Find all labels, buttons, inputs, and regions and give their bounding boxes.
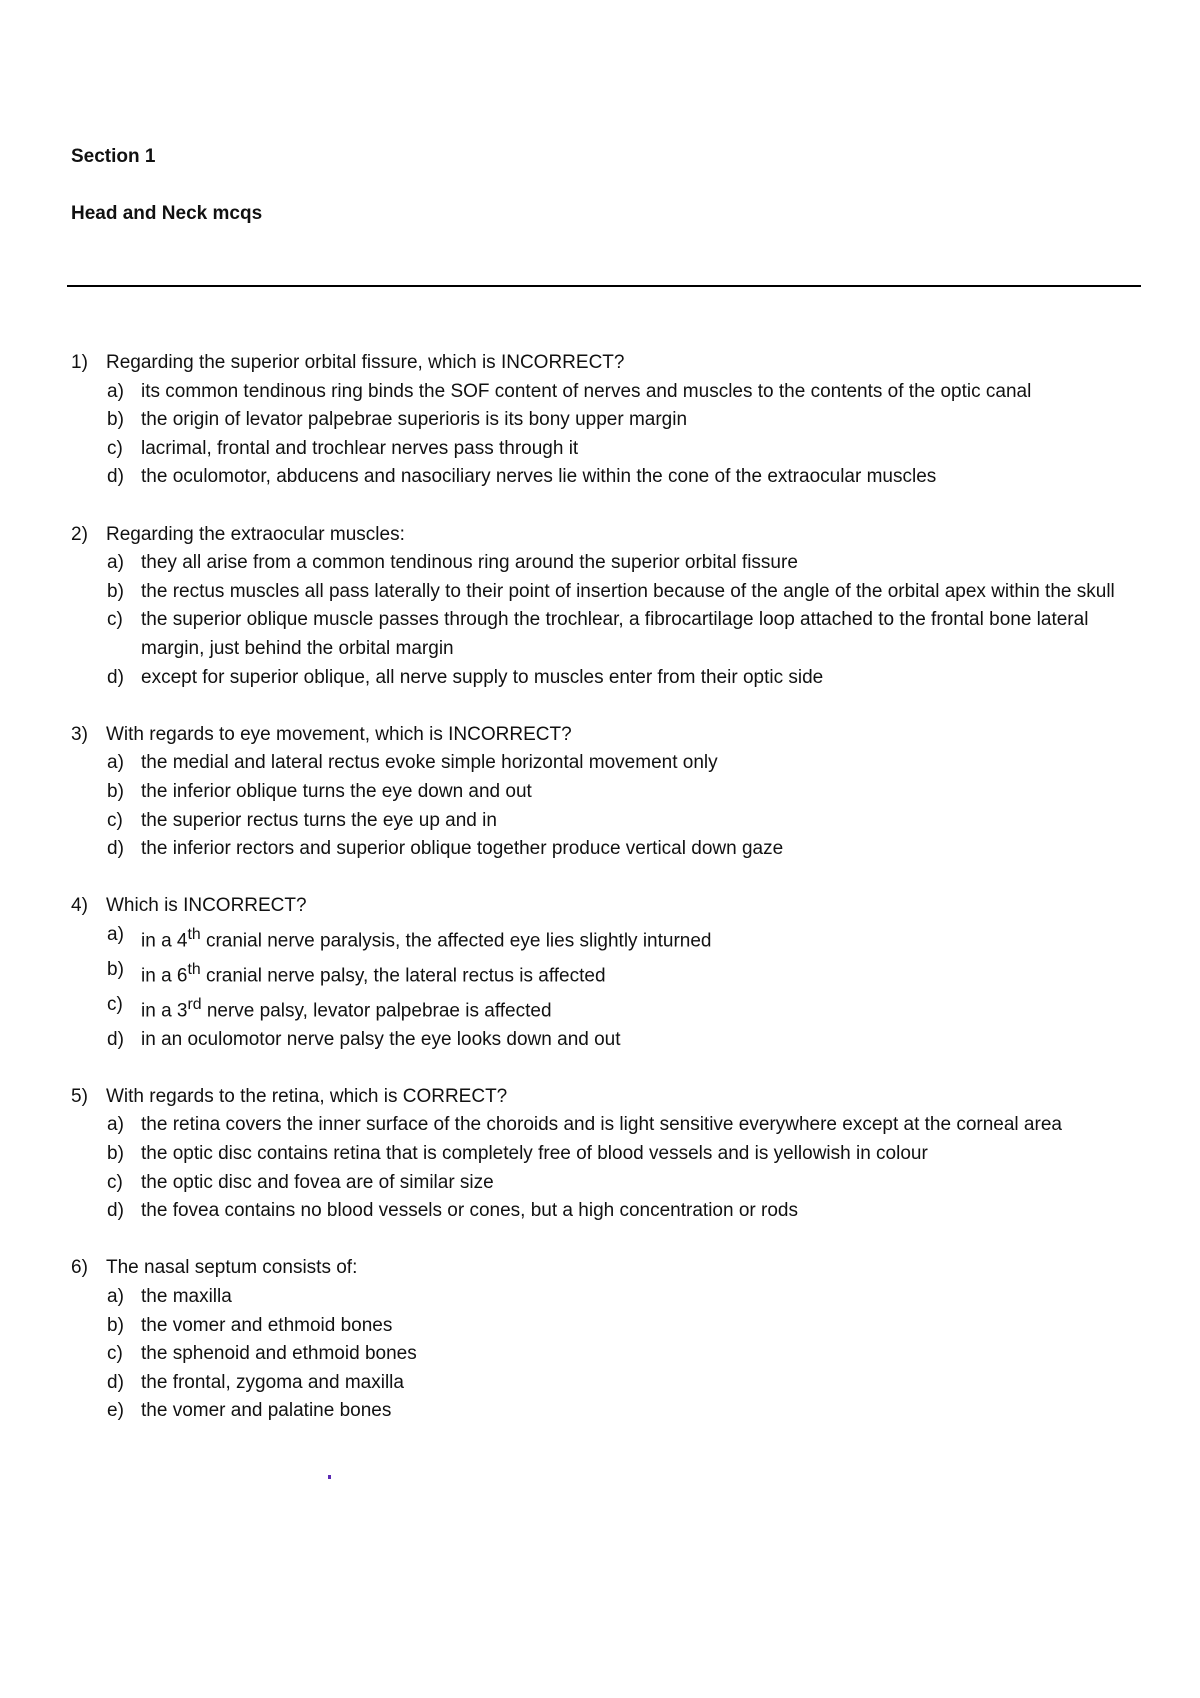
option-text-start: in a 6 xyxy=(141,965,188,987)
option-b xyxy=(0,1140,1200,1169)
text-cursor-marker xyxy=(328,1475,331,1479)
option-label: d) xyxy=(107,1028,124,1050)
option-c xyxy=(0,807,1200,836)
option-b xyxy=(0,406,1200,435)
question-number: 6) xyxy=(71,1257,88,1279)
option-d xyxy=(0,835,1200,864)
option-label: b) xyxy=(107,780,124,802)
question-6 xyxy=(0,1254,1200,1426)
option-d xyxy=(0,1197,1200,1226)
option-text: the sphenoid and ethmoid bones xyxy=(141,1343,417,1365)
option-label: d) xyxy=(107,666,124,688)
option-a xyxy=(0,749,1200,778)
ordinal-suffix: th xyxy=(187,925,201,943)
option-label: a) xyxy=(107,1114,124,1136)
question-text: Which is INCORRECT? xyxy=(106,895,307,917)
page-subtitle: Head and Neck mcqs xyxy=(71,203,263,224)
question-number: 3) xyxy=(71,723,88,745)
option-label: e) xyxy=(107,1400,124,1422)
option-b xyxy=(0,578,1200,607)
option-label: c) xyxy=(107,1171,123,1193)
option-text: lacrimal, frontal and trochlear nerves pass through it xyxy=(141,437,579,459)
question-list xyxy=(0,349,1200,1426)
option-text-end: cranial nerve paralysis, the affected eye lies slightly inturned xyxy=(200,930,712,952)
option-text: except for superior oblique, all nerve supply to muscles enter from their optic side xyxy=(141,666,824,688)
option-text: the origin of levator palpebrae superioris is its bony upper margin xyxy=(141,409,688,431)
option-label: d) xyxy=(107,466,124,488)
option-text: the oculomotor, abducens and nasociliary nerves lie within the cone of the extraocular muscles xyxy=(141,466,937,488)
option-text: in an oculomotor nerve palsy the eye looks down and out xyxy=(141,1028,621,1050)
question-3 xyxy=(0,721,1200,864)
option-label: b) xyxy=(107,958,124,980)
horizontal-divider xyxy=(67,285,1141,287)
option-a xyxy=(0,378,1200,407)
option-label: c) xyxy=(107,609,123,631)
option-a xyxy=(0,921,1200,956)
option-text-end: cranial nerve palsy, the lateral rectus is affected xyxy=(200,965,606,987)
option-label: c) xyxy=(107,437,123,459)
option-text: the fovea contains no blood vessels or cones, but a high concentration or rods xyxy=(141,1200,798,1222)
option-text: the optic disc and fovea are of similar size xyxy=(141,1171,494,1193)
question-text: Regarding the superior orbital fissure, which is INCORRECT? xyxy=(106,352,625,373)
option-text: the maxilla xyxy=(141,1285,232,1307)
question-number: 5) xyxy=(71,1085,88,1107)
option-label: b) xyxy=(107,1143,124,1165)
option-text: the rectus muscles all pass laterally to their point of insertion because of the angle of the orbital apex within the skull xyxy=(141,580,1115,602)
option-b xyxy=(0,778,1200,807)
ordinal-suffix: th xyxy=(187,960,201,978)
option-text: the vomer and palatine bones xyxy=(141,1400,392,1422)
option-text: the vomer and ethmoid bones xyxy=(141,1314,393,1336)
option-text: the inferior oblique turns the eye down and out xyxy=(141,780,532,802)
option-label: c) xyxy=(107,809,123,831)
option-c xyxy=(0,1340,1200,1369)
option-a xyxy=(0,549,1200,578)
question-number: 2) xyxy=(71,523,88,545)
option-text: the frontal, zygoma and maxilla xyxy=(141,1371,404,1393)
question-text: The nasal septum consists of: xyxy=(106,1257,358,1279)
option-b xyxy=(0,1312,1200,1341)
section-heading: Section 1 xyxy=(71,146,156,167)
option-b xyxy=(0,956,1200,991)
question-1 xyxy=(0,349,1200,492)
option-label: b) xyxy=(107,1314,124,1336)
question-number: 1) xyxy=(71,352,88,373)
option-text: the optic disc contains retina that is completely free of blood vessels and is yellowish in colour xyxy=(141,1143,928,1165)
option-d xyxy=(0,1026,1200,1055)
option-a xyxy=(0,1111,1200,1140)
option-e xyxy=(0,1397,1200,1426)
option-a xyxy=(0,1283,1200,1312)
option-text: the retina covers the inner surface of the choroids and is light sensitive everywhere except at the corneal area xyxy=(141,1114,1062,1136)
option-d xyxy=(0,1369,1200,1398)
question-text: Regarding the extraocular muscles: xyxy=(106,523,405,545)
question-text: With regards to the retina, which is CORRECT? xyxy=(106,1085,508,1107)
option-label: a) xyxy=(107,923,124,945)
option-label: c) xyxy=(107,1343,123,1365)
question-number: 4) xyxy=(71,895,88,917)
option-d xyxy=(0,463,1200,492)
option-text: the medial and lateral rectus evoke simple horizontal movement only xyxy=(141,752,718,774)
option-text-start: in a 4 xyxy=(141,930,188,952)
option-label: b) xyxy=(107,580,124,602)
option-c xyxy=(0,1169,1200,1198)
option-text: its common tendinous ring binds the SOF content of nerves and muscles to the contents of the optic canal xyxy=(141,380,1032,402)
option-text-start: in a 3 xyxy=(141,1000,188,1022)
option-label: d) xyxy=(107,1200,124,1222)
option-label: a) xyxy=(107,1285,124,1307)
option-text-end: nerve palsy, levator palpebrae is affected xyxy=(201,1000,552,1022)
question-4 xyxy=(0,892,1200,1054)
option-text: the superior rectus turns the eye up and in xyxy=(141,809,497,831)
option-label: a) xyxy=(107,752,124,774)
option-label: a) xyxy=(107,552,124,574)
option-c xyxy=(0,606,1200,663)
option-c xyxy=(0,435,1200,464)
option-label: a) xyxy=(107,380,124,402)
option-d xyxy=(0,664,1200,693)
question-2 xyxy=(0,521,1200,693)
option-c xyxy=(0,991,1200,1026)
option-label: d) xyxy=(107,838,124,860)
option-text: the inferior rectors and superior oblique together produce vertical down gaze xyxy=(141,838,784,860)
question-text: With regards to eye movement, which is INCORRECT? xyxy=(106,723,572,745)
question-5 xyxy=(0,1083,1200,1226)
option-label: b) xyxy=(107,409,124,431)
option-label: d) xyxy=(107,1371,124,1393)
option-text: the superior oblique muscle passes through the trochlear, a fibrocartilage loop attached to the frontal bone lateral margin, just behind the orbital margin xyxy=(141,609,1089,659)
ordinal-suffix: rd xyxy=(187,995,202,1013)
option-label: c) xyxy=(107,993,123,1015)
option-text: they all arise from a common tendinous ring around the superior orbital fissure xyxy=(141,552,798,574)
